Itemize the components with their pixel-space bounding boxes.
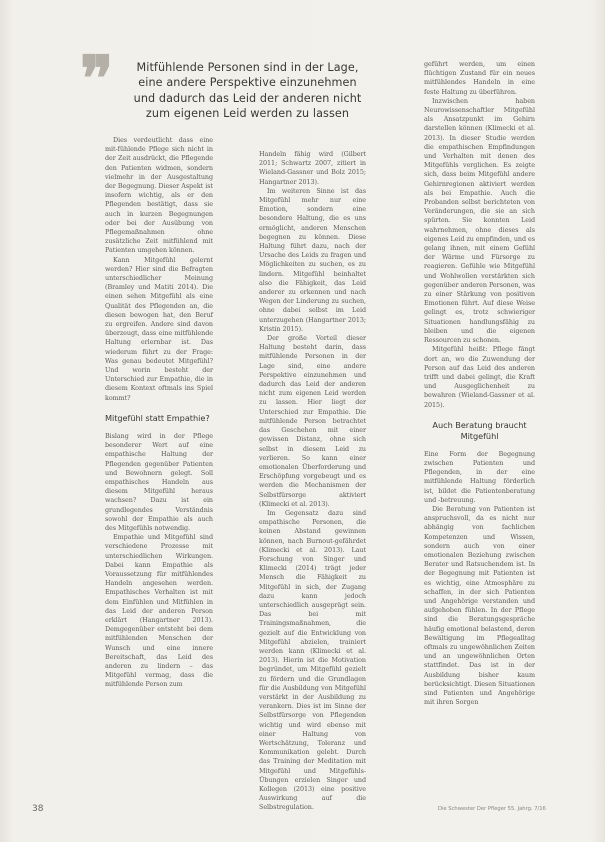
pull-quote-line: und dadurch das Leid der anderen nicht: [133, 91, 362, 105]
pull-quote: [130, 60, 365, 122]
paragraph: Eine Form der Begegnung zwischen Patienten und Pflegenden, in der eine mitfühlende Haltung förderlich ist, bildet die Patientenberatung und -betreuung.: [424, 449, 535, 504]
page-number: 38: [32, 804, 44, 814]
paragraph: Inzwischen haben Neurowissenschaftler Mitgefühl als Ansatzpunkt im Gehirn darstellen können (Klimecki et al. 2013). In dieser Studie werden die empathischen Empfindungen und Verhalten mit denen des Mitgefühls verglichen. Es zeigte sich, dass beim Mitgefühl andere Gehirnregionen aktiviert werden als bei Empathie. Auch die Probanden selbst berichteten von Veränderungen, die sie an sich spürten. Sie konnten Leid wahrnehmen, ohne dieses als eigenes Leid zu empfinden, und es gelang ihnen, mit einem Gefühl der Wärme und Fürsorge zu reagieren. Gefühle wie Mitgefühl und Wohlwollen verstärkten sich gegenüber anderen Personen, was zu einer Stärkung von positiven Emotionen führt. Auf diese Weise gelingt es, trotz schwieriger Situationen handlungsfähig zu bleiben und die eigenen Ressourcen zu schonen.: [424, 96, 535, 345]
text-column-middle: [259, 150, 366, 813]
pull-quote-line: zum eigenen Leid werden zu lassen: [145, 107, 350, 121]
paragraph: Die Beratung von Patienten ist anspruchsvoll, da es nicht nur abhängig von fachlichen Kompetenzen und Wissen, sondern auch von einer emotionalen Beziehung zwischen Berater und Ratsuchendem ist. In der Begegnung mit Patienten ist es wichtig, eine Atmosphäre zu schaffen, in der sich Patienten und Angehörige verstanden und aufgehoben fühlen. In der Pflege sind die Beratungsgespräche häufig emotional belastend, deren Bewältigung im Pflegealltag oftmals zu ungewöhnlichen Zeiten und an ungewöhnlichen Orten stattfindet. Das ist in der Ausbildung bisher kaum berücksichtigt. Diesen Situationen sind Patienten und Angehörige mit ihren Sorgen: [424, 504, 535, 707]
paragraph: Der große Vorteil dieser Haltung besteht darin, dass mitfühlende Personen in der Lage sind, eine andere Perspektive einzunehmen und dadurch das Leid der anderen nicht zum eigenen Leid werden zu lassen. Hier liegt der Unterschied zur Empathie. Die mitfühlende Person betrachtet das Geschehen mit einer gewissen Distanz, ohne sich selbst in diesem Leid zu verlieren. So kann einer emotionalen Überforderung und Erschöpfung vorgebeugt und es werden die Mechanismen der Selbstfürsorge aktiviert (Klimecki et al. 2013).: [259, 334, 366, 508]
text-column-left: [105, 136, 213, 690]
paragraph: Kann Mitgefühl gelernt werden? Hier sind die Befragten unterschiedlicher Meinung (Bramley und Matiti 2014). Die einen sehen Mitgefühl als eine Qualität des Pflegenden an, die diesen bewogen hat, den Beruf zu ergreifen. Andere sind davon überzeugt, dass eine mitfühlende Haltung erlernbar ist. Das wiederum führt zu der Frage: Was genau bedeutet Mitgefühl? Und worin besteht der Unterschied zur Empathie, die in diesem Kontext oftmals ins Spiel kommt?: [105, 255, 213, 402]
section-heading: Mitgefühl statt Empathie?: [105, 412, 210, 423]
text-column-right: [424, 60, 535, 707]
paragraph: Empathie und Mitgefühl sind verschiedene Prozesse mit unterschiedlichen Wirkungen. Dabei kann Empathie als Voraussetzung für mitfühlendes Handeln angesehen werden. Empathisches Verhalten ist mit dem Einfühlen und Mitfühlen in das Leid der anderen Person erklärt (Hangartner 2013). Demgegenüber entsteht bei dem mitfühlenden Menschen der Wunsch und eine innere Bereitschaft, das Leid des anderen zu lindern – das Mitgefühl vermag, dass die mitfühlende Person zum: [105, 533, 213, 689]
pull-quote-line: eine andere Perspektive einzunehmen: [138, 76, 357, 90]
paragraph: Im Gegensatz dazu sind empathische Personen, die keinen Abstand gewinnen können, nach Burnout-gefährdet (Klimecki et al. 2013). Laut Forschung von Singer und Klimecki (2014) trägt jeder Mensch die Fähigkeit zu Mitgefühl in sich, der Zugang dazu kann jedoch unterschiedlich ausgeprägt sein. Das bei mit Trainingsmaßnahmen, die gezielt auf die Entwicklung von Mitgefühl abzielen, trainiert werden kann (Klimecki et al. 2013). Hierin ist die Motivation begründet, um Mitgefühl gezielt zu fördern und die Grundlagen für die Ausbildung von Mitgefühl verstärkt in der Ausbildung zu verankern. Dies ist im Sinne der Selbstfürsorge von Pflegenden wichtig und wird ebenso mit einer Haltung von Wertschätzung, Toleranz und Kommunikation gelebt. Durch das Training der Meditation mit Mitgefühl und Mitgefühls-Übungen erzielen Singer und Kollegen (2013) eine positive Auswirkung auf die Selbstregulation.: [259, 508, 366, 812]
quote-mark-icon: ❞: [80, 42, 114, 115]
publication-footer: Die Schwester Der Pfleger 55. Jahrg. 7/16: [438, 806, 546, 812]
paragraph: Mitgefühl heißt: Pflege fängt dort an, wo die Zuwendung der Person auf das Leid des anderen trifft und dabei gelingt, die Kraft und Ausgeglichenheit zu bewahren (Wieland-Gassner et al. 2015).: [424, 345, 535, 409]
heading-line: Auch Beratung braucht: [432, 419, 527, 430]
paragraph: Handeln fähig wird (Gilbert 2011; Schwartz 2007, zitiert in Wieland-Gassner und Bolz 2015; Hangartner 2013).: [259, 150, 366, 186]
pull-quote-line: Mitfühlende Personen sind in der Lage,: [136, 61, 359, 74]
heading-line: Mitgefühl: [460, 430, 499, 441]
section-heading: [424, 420, 535, 442]
paragraph: Im weiteren Sinne ist das Mitgefühl mehr nur eine Emotion, sondern eine besondere Haltung, die es uns ermöglicht, anderen Menschen begegnen zu können. Diese Haltung führt dazu, nach der Ursache des Leids zu fragen und Möglichkeiten zu suchen, es zu lindern. Mitgefühl beinhaltet also die Fähigkeit, das Leid anderer zu erkennen und nach Wegen der Linderung zu suchen, ohne dabei selbst im Leid unterzugehen (Hangartner 2013; Kristin 2015).: [259, 186, 366, 333]
paragraph: Bislang wird in der Pflege besonderer Wert auf eine empathische Haltung der Pflegenden gegenüber Patienten und Bewohnern gelegt. Soll empathisches Handeln aus diesem Mitgefühl heraus wachsen? Dazu ist ein grundlegendes Verständnis sowohl der Empathie als auch des Mitgefühls notwendig.: [105, 431, 213, 532]
paragraph: Dies verdeutlicht dass eine mit-fühlende Pflege sich nicht in der Zeit ausdrückt, die Pflegende den Patienten widmen, sondern vielmehr in der Ausgestaltung der Begegnung. Dieser Aspekt ist insofern wichtig, als er den Pflegenden bestätigt, dass sie auch in kurzen Begegnungen oder bei der Ausübung von Pflegemaßnahmen ohne zusätzliche Zeit mitfühlend mit Patienten umgehen können.: [105, 136, 213, 255]
paragraph: geführt werden, um einen flüchtigen Zustand für ein neues mitfühlendes Handeln in eine feste Haltung zu überführen.: [424, 60, 535, 96]
